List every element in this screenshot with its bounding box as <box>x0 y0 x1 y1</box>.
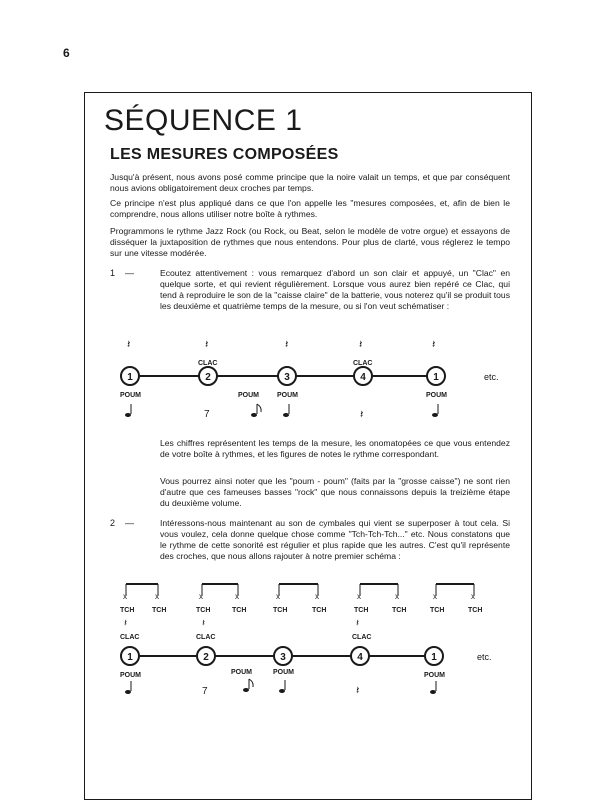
quarter-note-icon <box>279 680 285 693</box>
clac-label: CLAC <box>198 360 218 367</box>
svg-text:7: 7 <box>202 686 208 697</box>
svg-text:x: x <box>395 592 399 601</box>
beat-circle <box>351 647 369 665</box>
poum-label: POUM <box>426 392 447 399</box>
svg-text:x: x <box>199 592 203 601</box>
explanation-paragraph-1: Les chiffres représentent les temps de la mesure, les onomatopées ce que vous entendez de votre boîte à rythmes, et les figures de notes le rythme correspondant. <box>160 438 510 459</box>
clac-label: CLAC <box>352 634 372 641</box>
tch-label: TCH <box>196 607 211 614</box>
svg-text:𝄽: 𝄽 <box>205 339 209 351</box>
svg-text:1: 1 <box>433 372 439 383</box>
beat-circle <box>274 647 292 665</box>
etc-label: etc. <box>477 652 492 662</box>
beat-circle <box>354 367 372 385</box>
svg-text:1: 1 <box>127 652 133 663</box>
svg-text:x: x <box>123 592 127 601</box>
rhythm-diagram-2 <box>84 580 532 700</box>
clac-label: CLAC <box>196 634 216 641</box>
tch-label: TCH <box>430 607 445 614</box>
beat-circle <box>199 367 217 385</box>
intro-paragraph-3: Programmons le rythme Jazz Rock (ou Rock, ou Beat, selon le modèle de votre orgue) et essayons de disséquer la juxtaposition de rythmes que nous entendons. Pour plus de clarté, vous réglerez le tempo sur une vitesse modérée. <box>110 226 510 258</box>
cross-note-icon: 𝄽 <box>124 618 128 629</box>
svg-text:3: 3 <box>284 372 290 383</box>
poum-label: POUM <box>231 669 252 676</box>
poum-label: POUM <box>120 672 141 679</box>
beat-circle <box>425 647 443 665</box>
svg-text:𝄽: 𝄽 <box>356 685 360 697</box>
svg-text:x: x <box>155 592 159 601</box>
tch-label: TCH <box>312 607 327 614</box>
etc-label: etc. <box>484 372 499 382</box>
svg-text:3: 3 <box>280 652 286 663</box>
tch-label: TCH <box>354 607 369 614</box>
rest-icon <box>127 339 130 351</box>
eighth-note-icon <box>243 679 253 692</box>
clac-label: CLAC <box>353 360 373 367</box>
svg-text:𝄽: 𝄽 <box>127 339 131 351</box>
quarter-note-icon <box>125 404 131 417</box>
beat-circle <box>121 647 139 665</box>
rest-icon <box>285 339 288 351</box>
beat-circle <box>278 367 296 385</box>
svg-text:2: 2 <box>203 652 209 663</box>
svg-text:𝄽: 𝄽 <box>359 339 363 351</box>
rest-icon <box>360 409 363 421</box>
beat-circle <box>197 647 215 665</box>
quarter-note-icon <box>430 681 436 694</box>
cross-note-icon: 𝄽 <box>356 618 360 629</box>
svg-text:7: 7 <box>204 409 210 420</box>
tch-label: TCH <box>273 607 288 614</box>
tch-label: TCH <box>152 607 167 614</box>
eighth-rest-icon <box>204 409 210 420</box>
page-number: 6 <box>63 46 70 60</box>
item-1-number: 1 — <box>110 268 135 278</box>
svg-text:1: 1 <box>431 652 437 663</box>
rest-icon <box>432 339 435 351</box>
item-2-text: Intéressons-nous maintenant au son de cymbales qui vient se superposer à tout cela. Si vous voulez, cela donne quelque chose comme "Tch-Tch-Tch..." etc. Nous constatons que le rythme de cette sonorité est régulier et plus rapide que les autres. C'est qu'il représente des croches, que nous allons rajouter à notre premier schéma : <box>160 518 510 561</box>
cross-note-icon: 𝄽 <box>202 618 206 629</box>
rest-icon <box>356 685 359 697</box>
explanation-paragraph-2: Vous pourrez ainsi noter que les "poum - poum" (faits par la "grosse caisse") ne sont rien d'autre que ces fameuses basses "rock" que nous connaissons depuis la treizième étape du deuxième volume. <box>160 476 510 508</box>
svg-text:𝄽: 𝄽 <box>285 339 289 351</box>
quarter-note-icon <box>125 681 131 694</box>
svg-text:4: 4 <box>360 372 366 383</box>
cross-note-icon <box>359 339 362 351</box>
svg-text:x: x <box>357 592 361 601</box>
svg-text:x: x <box>433 592 437 601</box>
beat-circle <box>427 367 445 385</box>
tch-label: TCH <box>232 607 247 614</box>
section-title: LES MESURES COMPOSÉES <box>110 146 339 163</box>
cross-notehead-icon <box>123 592 475 601</box>
cross-note-icon <box>205 339 208 351</box>
tch-label: TCH <box>120 607 135 614</box>
svg-text:1: 1 <box>127 372 133 383</box>
svg-text:x: x <box>276 592 280 601</box>
quarter-note-icon <box>283 404 289 417</box>
quarter-note-icon <box>432 404 438 417</box>
item-2-number: 2 — <box>110 518 135 528</box>
svg-text:4: 4 <box>357 652 363 663</box>
poum-label: POUM <box>424 672 445 679</box>
item-1-text: Ecoutez attentivement : vous remarquez d'abord un son clair et appuyé, un "Clac" en quelque sorte, et qui revient régulièrement. Lorsque vous aurez bien repéré ce Clac, qui tend à reproduire le son de la "caisse claire" de la batterie, vous noterez qu'il se produit tous les deuxième et quatrième temps de la mesure, ou si l'on veut schématiser : <box>160 268 510 311</box>
svg-text:𝄽: 𝄽 <box>360 409 364 421</box>
svg-text:𝄽: 𝄽 <box>432 339 436 351</box>
rhythm-diagram-1 <box>84 340 532 430</box>
svg-text:x: x <box>235 592 239 601</box>
sequence-title: SÉQUENCE 1 <box>104 104 303 137</box>
poum-label: POUM <box>120 392 141 399</box>
poum-label: POUM <box>238 392 259 399</box>
tch-label: TCH <box>392 607 407 614</box>
eighth-note-icon <box>251 404 261 417</box>
svg-text:x: x <box>471 592 475 601</box>
poum-label: POUM <box>273 669 294 676</box>
eighth-beam-group <box>126 584 474 596</box>
clac-label: CLAC <box>120 634 140 641</box>
intro-paragraph-2: Ce principe n'est plus appliqué dans ce que l'on appelle les "mesures composées, et, afin de bien le comprendre, nous allons utiliser notre boîte à rythmes. <box>110 198 510 219</box>
svg-text:2: 2 <box>205 372 211 383</box>
tch-label: TCH <box>468 607 483 614</box>
poum-label: POUM <box>277 392 298 399</box>
beat-circle <box>121 367 139 385</box>
intro-paragraph-1: Jusqu'à présent, nous avons posé comme principe que la noire valait un temps, et que par conséquent nous avions obligatoirement deux croches par temps. <box>110 172 510 193</box>
svg-text:x: x <box>315 592 319 601</box>
eighth-rest-icon <box>202 686 208 697</box>
